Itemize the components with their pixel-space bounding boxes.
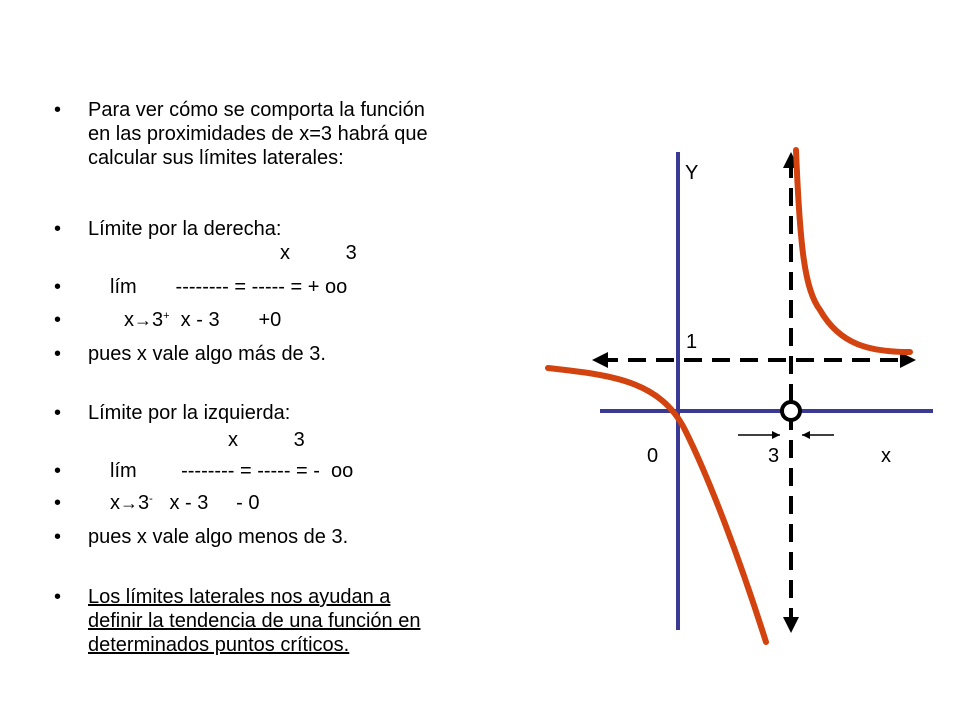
bullet-dot: • <box>54 343 62 365</box>
approach-from-right-arrowhead-icon <box>802 431 810 439</box>
right-limit-heading: Límite por la derecha: <box>88 218 282 240</box>
bullet-dot: • <box>54 218 62 240</box>
bullet-dot: • <box>54 492 62 514</box>
right-limit-fraction-top: x 3 <box>280 242 357 264</box>
denominator-text: x - 3 - 0 <box>152 492 260 514</box>
conclusion-line: determinados puntos críticos. <box>88 634 350 656</box>
three-label: 3 <box>768 445 780 467</box>
right-limit-note: pues x vale algo más de 3. <box>88 343 326 365</box>
excluded-point-marker <box>782 402 800 420</box>
limit-variable: x <box>110 492 120 514</box>
origin-label: 0 <box>647 445 659 467</box>
bullet-dot: • <box>54 460 62 482</box>
y-axis-label: Y <box>685 162 699 184</box>
intro-line: calcular sus límites laterales: <box>88 147 344 169</box>
left-limit-fraction-top: x 3 <box>228 429 305 451</box>
x-axis-label: x <box>881 445 891 467</box>
left-limit-expression: lím -------- = ----- = - oo <box>110 460 354 482</box>
conclusion-line: definir la tendencia de una función en <box>88 610 421 632</box>
left-limit-heading: Límite por la izquierda: <box>88 402 291 424</box>
limit-point: 3 <box>152 309 164 331</box>
denominator-text: x - 3 +0 <box>169 309 282 331</box>
limit-variable: x <box>124 309 134 331</box>
limit-point: 3 <box>138 492 150 514</box>
right-arrow-icon: → <box>134 310 152 330</box>
left-limit-note: pues x vale algo menos de 3. <box>88 526 349 548</box>
bullet-dot: • <box>54 99 62 121</box>
intro-line: en las proximidades de x=3 habrá que <box>88 123 428 145</box>
side-sign: + <box>163 310 170 322</box>
bullet-dot: • <box>54 402 62 424</box>
side-sign: - <box>149 493 153 505</box>
approach-from-left-arrowhead-icon <box>772 431 780 439</box>
intro-line: Para ver cómo se comporta la función <box>88 99 425 121</box>
bullet-dot: • <box>54 526 62 548</box>
curve-right-branch <box>796 150 910 352</box>
bullet-dot: • <box>54 276 62 298</box>
conclusion-line: Los límites laterales nos ayudan a <box>88 586 391 608</box>
asymptote-one-label: 1 <box>686 331 698 353</box>
right-limit-expression: lím -------- = ----- = + oo <box>110 276 348 298</box>
bullet-dot: • <box>54 309 62 331</box>
bullet-dot: • <box>54 586 62 608</box>
right-arrow-icon: → <box>120 493 138 513</box>
